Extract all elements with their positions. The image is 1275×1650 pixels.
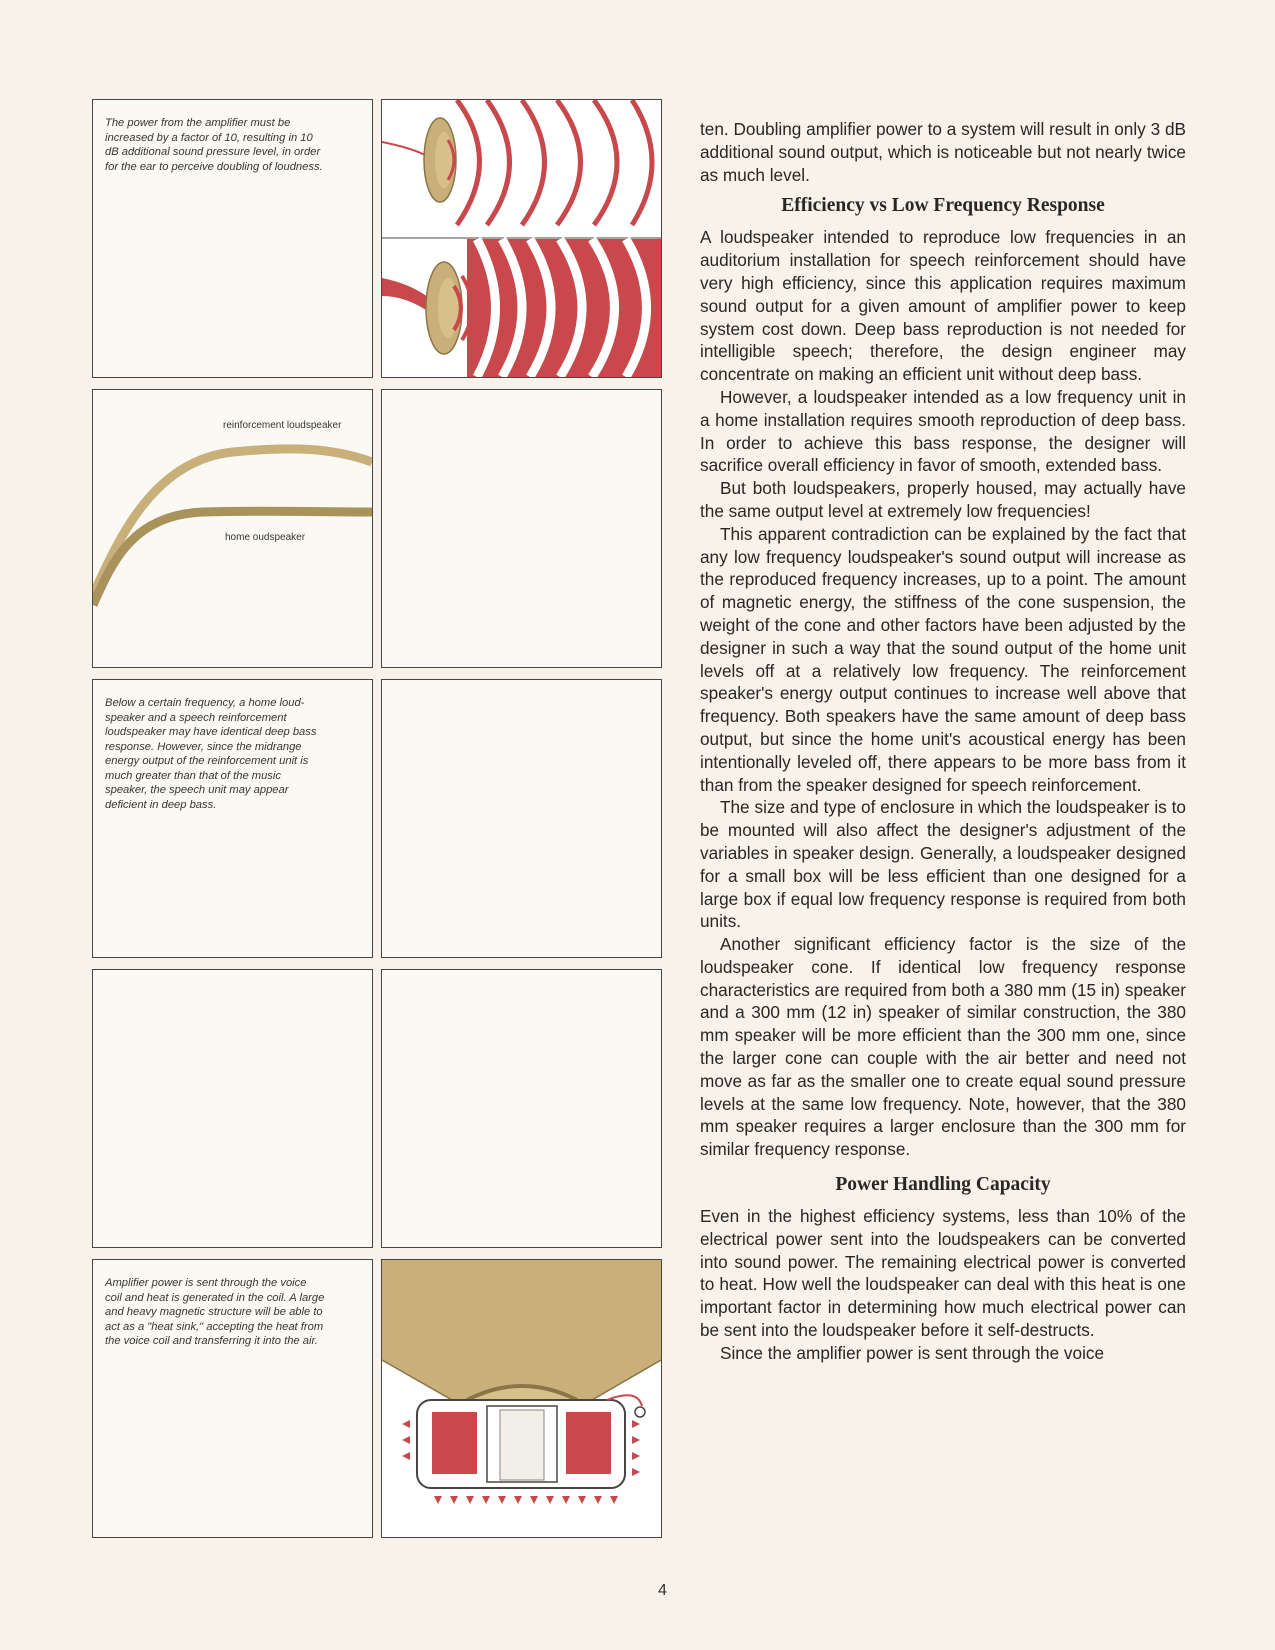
paragraph-8: Since the amplifier power is sent through the voice — [720, 1342, 1105, 1363]
empty-panel-row3 — [381, 679, 662, 958]
low-power-waves — [382, 100, 652, 225]
caption-box-heat — [92, 1259, 373, 1538]
heading-power-handling: Power Handling Capacity — [835, 1174, 1051, 1196]
high-power-waves — [382, 239, 661, 377]
paragraph-1: A loudspeaker intended to reproduce low frequencies in an auditorium installation for speech reinforcement should have very high efficiency, since this application requires maximum sound output for a given amount of amplifier power to keep system cost down. Deep bass reproduction is not needed for intelligible speech; therefore, the design engineer may concentrate on making an efficient unit without deep bass. — [700, 227, 1186, 385]
reinforcement-label: reinforcement loudspeaker — [223, 420, 342, 431]
empty-panel-row4-left — [92, 969, 373, 1248]
paragraph-intro: ten. Doubling amplifier power to a system will result in only 3 dB additional sound output, which is noticeable but not nearly twice as much level. — [700, 119, 1186, 185]
caption-heat-sink: Amplifier power is sent through the voice coil and heat is generated in the coil. A large and heavy magnetic structure will be able to act as a "heat sink," accepting the heat from the voice coil and transferring it into the air. — [105, 1277, 325, 1347]
page-number: 4 — [658, 1582, 667, 1599]
speaker-waves-illustration — [381, 99, 662, 378]
voice-coil-heat-graphic — [382, 1260, 661, 1537]
caption-box-frequency — [92, 679, 373, 958]
paragraph-7: Even in the highest efficiency systems, less than 10% of the electrical power sent into the loudspeakers can be converted into sound power. The remaining electrical power is converted to heat. How well the loudspeaker can deal with this heat is one important factor in determining how much electrical power can be sent into the loudspeaker before it self-destructs. — [700, 1206, 1186, 1341]
home-curve — [93, 511, 372, 605]
response-chart-box — [92, 389, 373, 668]
article-body — [700, 118, 1186, 1365]
caption-box-power — [92, 99, 373, 378]
paragraph-5: The size and type of enclosure in which the loudspeaker is to be mounted will also affect the designer's adjustment of the variables in speaker design. Generally, a loudspeaker designed for a small box will be less efficient than one designed for a large box if equal low frequency response is required from both units. — [700, 797, 1186, 932]
frequency-response-curves — [93, 390, 372, 667]
terminal — [635, 1407, 645, 1417]
heading-efficiency: Efficiency vs Low Frequency Response — [781, 195, 1105, 217]
home-label: home oudspeaker — [225, 532, 306, 543]
heat-zone-right — [566, 1412, 611, 1474]
paragraph-2: However, a loudspeaker intended as a low frequency unit in a home installation requires smooth reproduction of deep bass. In order to achieve this bass response, the designer will sacrifice overall efficiency in favor of smooth, extended bass. — [700, 386, 1186, 476]
caption-power-factor: The power from the amplifier must be increased by a factor of 10, resulting in 10 dB additional sound pressure level, in order for the ear to perceive doubling of loudness. — [105, 117, 323, 173]
heat-zone-left — [432, 1412, 477, 1474]
reinforcement-curve — [93, 449, 372, 595]
paragraph-6: Another significant efficiency factor is the size of the loudspeaker cone. If identical low frequency response characteristics are required from both a 380 mm (15 in) speaker and a 300 mm (12 in) speaker of similar construction, the 380 mm speaker will be more efficient than the 300 mm one, since the larger cone can couple with the air better and need not move as far as the smaller one to create equal sound pressure levels at the same low frequency. Note, however, that the 380 mm speaker requires a larger enclosure than the 300 mm for similar frequency response. — [700, 934, 1186, 1160]
paragraph-3: But both loudspeakers, properly housed, may actually have the same output level at extremely low frequencies! — [700, 478, 1186, 521]
empty-panel-row2 — [381, 389, 662, 668]
paragraph-4: This apparent contradiction can be explained by the fact that any low frequency loudspeaker's sound output will increase as the reproduced frequency increases, up to a point. The amount of magnetic energy, the stiffness of the cone suspension, the weight of the cone and other factors have been adjusted by the designer in such a way that the sound output of the home unit levels off at a relatively low frequency. The reinforcement speaker's energy output continues to increase well above that frequency. Both speakers have the same amount of deep bass output, but since the home unit's acoustical energy has been intentionally leveled off, there appears to be more bass from it than from the speaker designed for speech reinforcement. — [700, 523, 1186, 795]
sound-waves-graphic — [382, 100, 661, 377]
empty-panel-row4-right — [381, 969, 662, 1248]
magnet-cross-section-illustration — [381, 1259, 662, 1538]
caption-below-frequency: Below a certain frequency, a home loud-speaker and a speech reinforcement loudspeaker may have identical deep bass response. However, since the midrange energy output of the reinforcement unit is much greater than that of the music speaker, the speech unit may appear deficient in deep bass. — [105, 697, 317, 811]
